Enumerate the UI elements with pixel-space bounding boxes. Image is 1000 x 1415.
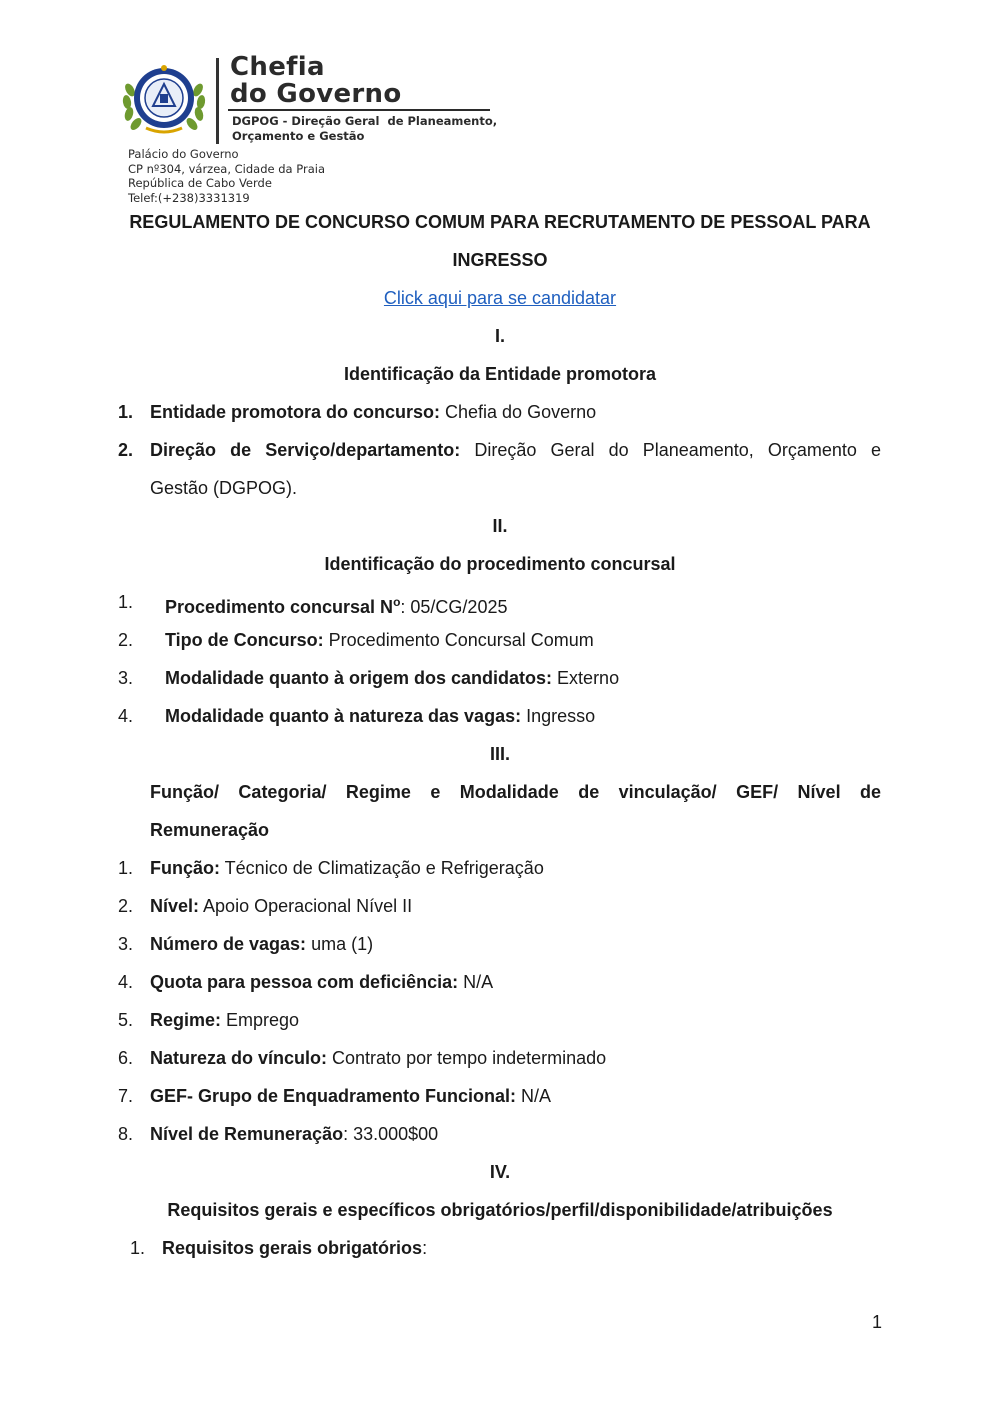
item-value: Contrato por tempo indeterminado [327, 1048, 607, 1068]
item-label: Regime: [150, 1010, 222, 1030]
item-label: Natureza do vínculo: [150, 1048, 328, 1068]
brand-line-2: do Governo [230, 79, 402, 109]
item-label: Direção de Serviço/departamento: [150, 440, 461, 460]
brand-line-1: Chefia [230, 52, 325, 82]
list-number: 2. [118, 896, 134, 916]
item-value: Externo [552, 668, 620, 688]
item-value: Chefia do Governo [440, 402, 597, 422]
section-3-numeral: III. [489, 744, 510, 764]
apply-link[interactable]: Click aqui para se candidatar [383, 288, 617, 308]
item-label: Requisitos gerais obrigatórios [162, 1238, 423, 1258]
section-1-heading: Identificação da Entidade promotora [343, 364, 657, 384]
item-value: N/A [516, 1086, 552, 1106]
list-item [150, 933, 373, 955]
list-number: 2. [118, 440, 134, 460]
list-number: 7. [118, 1086, 134, 1106]
coat-of-arms-icon [118, 60, 210, 138]
list-number: 2. [118, 630, 134, 650]
list-item [165, 667, 619, 689]
brand-subtitle [232, 114, 497, 144]
list-number: 1. [118, 858, 134, 878]
list-item [150, 857, 544, 879]
address-line: República de Cabo Verde [128, 176, 272, 190]
brand-subtitle-line-2: Orçamento e Gestão [232, 129, 365, 143]
brand-subtitle-line-1: DGPOG - Direção Geral de Planeamento, [232, 114, 498, 128]
list-number: 5. [118, 1010, 134, 1030]
list-number: 1. [118, 402, 134, 422]
list-item [150, 439, 881, 461]
list-item [150, 1009, 299, 1031]
item-label: Nível de Remuneração [150, 1124, 344, 1144]
list-number: 3. [118, 934, 134, 954]
brand-title [230, 54, 402, 108]
item-value: Ingresso [521, 706, 596, 726]
list-number: 6. [118, 1048, 134, 1068]
list-item [150, 1123, 438, 1145]
item-value: Direção Geral do Planeamento, Orçamento e [474, 440, 881, 460]
section-3-heading-line-2: Remuneração [150, 820, 270, 840]
item-label: Modalidade quanto à natureza das vagas: [165, 706, 522, 726]
list-number: 4. [118, 706, 134, 726]
section-2-numeral: II. [492, 516, 508, 536]
list-item [162, 1237, 427, 1259]
list-number: 4. [118, 972, 134, 992]
section-3-heading-line-1: Função/ Categoria/ Regime e Modalidade de vinculação/ GEF/ Nível de [150, 782, 881, 802]
list-number: 8. [118, 1124, 134, 1144]
item-value: Procedimento Concursal Comum [323, 630, 594, 650]
item-label: GEF- Grupo de Enquadramento Funcional: [150, 1086, 517, 1106]
item-label: Entidade promotora do concurso: [150, 402, 441, 422]
item-value-continued: Gestão (DGPOG). [150, 478, 298, 498]
item-value: : 05/CG/2025 [400, 597, 508, 617]
document-title-line-1: REGULAMENTO DE CONCURSO COMUM PARA RECRUTAMENTO DE PESSOAL PARA [129, 212, 871, 232]
list-item [150, 1047, 606, 1069]
document-title-line-2: INGRESSO [452, 250, 548, 270]
item-label: Quota para pessoa com deficiência: [150, 972, 459, 992]
item-label: Número de vagas: [150, 934, 307, 954]
brand-divider [216, 58, 219, 144]
list-item [165, 629, 594, 651]
item-label: Nível: [150, 896, 200, 916]
address-line: CP nº304, várzea, Cidade da Praia [128, 161, 325, 176]
letterhead [112, 52, 512, 207]
item-value: Apoio Operacional Nível II [199, 896, 413, 916]
list-item [150, 1085, 551, 1107]
list-number: 1. [118, 592, 134, 612]
item-label: Tipo de Concurso: [165, 630, 324, 650]
list-item [150, 401, 596, 423]
section-4-numeral: IV. [489, 1162, 511, 1182]
item-value: uma (1) [306, 934, 374, 954]
item-label: Função: [150, 858, 220, 878]
list-number: 1. [130, 1238, 146, 1258]
address-block [128, 147, 325, 205]
item-label-superscript: o [393, 595, 401, 609]
section-4-heading: Requisitos gerais e específicos obrigatórios/perfil/disponibilidade/atribuições [167, 1200, 833, 1220]
item-value: : [422, 1238, 428, 1258]
list-item [165, 705, 595, 727]
brand-rule [228, 109, 490, 111]
apply-link-row [120, 287, 880, 309]
item-value: : 33.000$00 [343, 1124, 439, 1144]
item-label: Modalidade quanto à origem dos candidatos: [165, 668, 553, 688]
list-item [165, 591, 507, 618]
list-item [150, 971, 493, 993]
section-2-heading: Identificação do procedimento concursal [324, 554, 676, 574]
item-label: Procedimento concursal N [165, 597, 394, 617]
section-1-numeral: I. [494, 326, 505, 346]
list-number: 3. [118, 668, 134, 688]
address-line: Palácio do Governo [128, 147, 239, 161]
item-value: Técnico de Climatização e Refrigeração [220, 858, 544, 878]
address-line: Telef:(+238)3331319 [128, 190, 250, 205]
item-value: N/A [458, 972, 494, 992]
page-number: 1 [871, 1312, 882, 1332]
list-item [150, 895, 412, 917]
item-value: Emprego [221, 1010, 300, 1030]
